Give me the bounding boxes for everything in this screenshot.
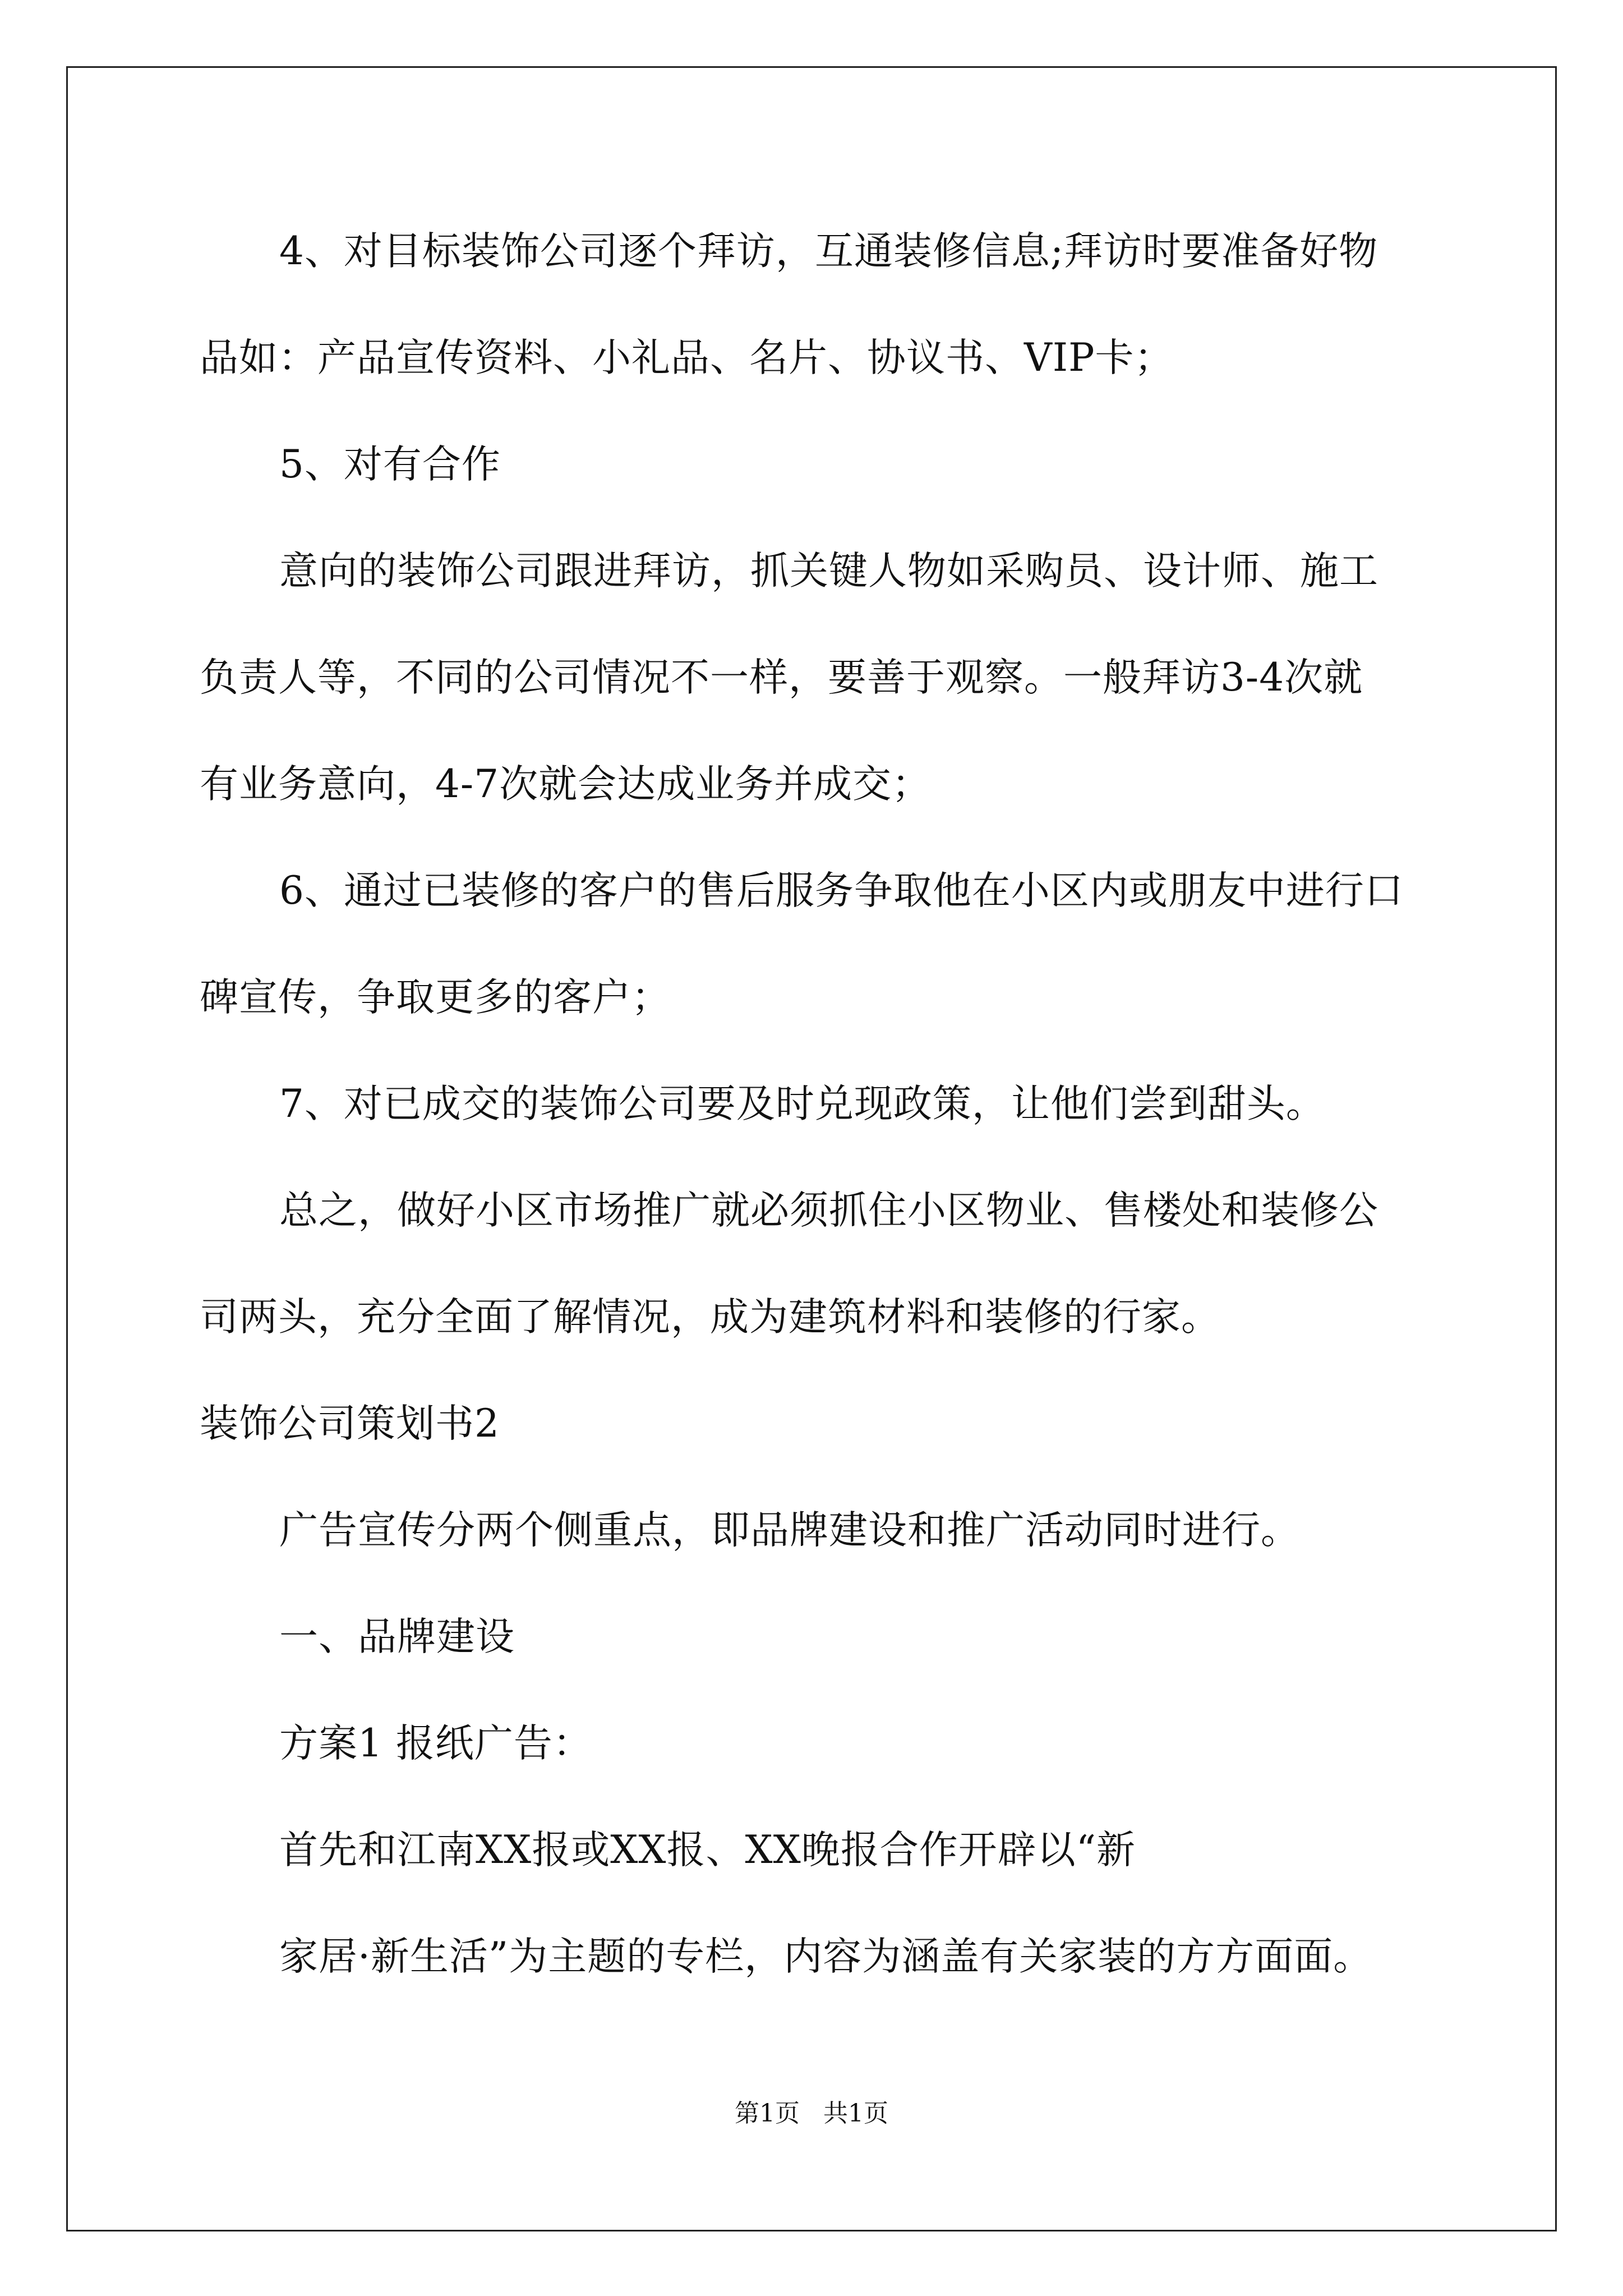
paragraph-line: 家居·新生活”为主题的专栏，内容为涵盖有关家装的方方面面。 [279, 1934, 1373, 1979]
paragraph-line: 7、对已成交的装饰公司要及时兑现政策，让他们尝到甜头。 [279, 1082, 1325, 1126]
paragraph-line: 意向的装饰公司跟进拜访，抓关键人物如采购员、设计师、施工 [279, 549, 1378, 593]
paragraph-line: 广告宣传分两个侧重点，即品牌建设和推广活动同时进行。 [279, 1508, 1300, 1553]
paragraph-line: 首先和江南XX报或XX报、XX晚报合作开辟以“新 [279, 1828, 1136, 1872]
page-number: 第1页 [735, 2099, 800, 2128]
paragraph-line: 有业务意向，4-7次就会达成业务并成交； [200, 762, 932, 807]
section-heading: 装饰公司策划书2 [200, 1401, 500, 1446]
subheading: 方案1 报纸广告： [279, 1721, 592, 1766]
paragraph-line: 5、对有合作 [279, 442, 501, 487]
paragraph-line: 品如：产品宣传资料、小礼品、名片、协议书、VIP卡； [200, 335, 1174, 380]
paragraph-line: 6、通过已装修的客户的售后服务争取他在小区内或朋友中进行口 [279, 868, 1404, 913]
paragraph-line: 碑宣传，争取更多的客户； [200, 975, 671, 1020]
page-total: 共1页 [823, 2099, 888, 2128]
paragraph-line: 4、对目标装饰公司逐个拜访，互通装修信息;拜访时要准备好物 [279, 229, 1378, 274]
paragraph-line: 负责人等，不同的公司情况不一样，要善于观察。一般拜访3-4次就 [200, 655, 1363, 700]
paragraph-line: 司两头，充分全面了解情况，成为建筑材料和装修的行家。 [200, 1295, 1220, 1340]
subheading: 一、品牌建设 [279, 1614, 515, 1659]
page-frame [66, 66, 1557, 2231]
paragraph-line: 总之，做好小区市场推广就必须抓住小区物业、售楼处和装修公 [279, 1188, 1378, 1233]
page-footer [0, 2098, 1623, 2129]
